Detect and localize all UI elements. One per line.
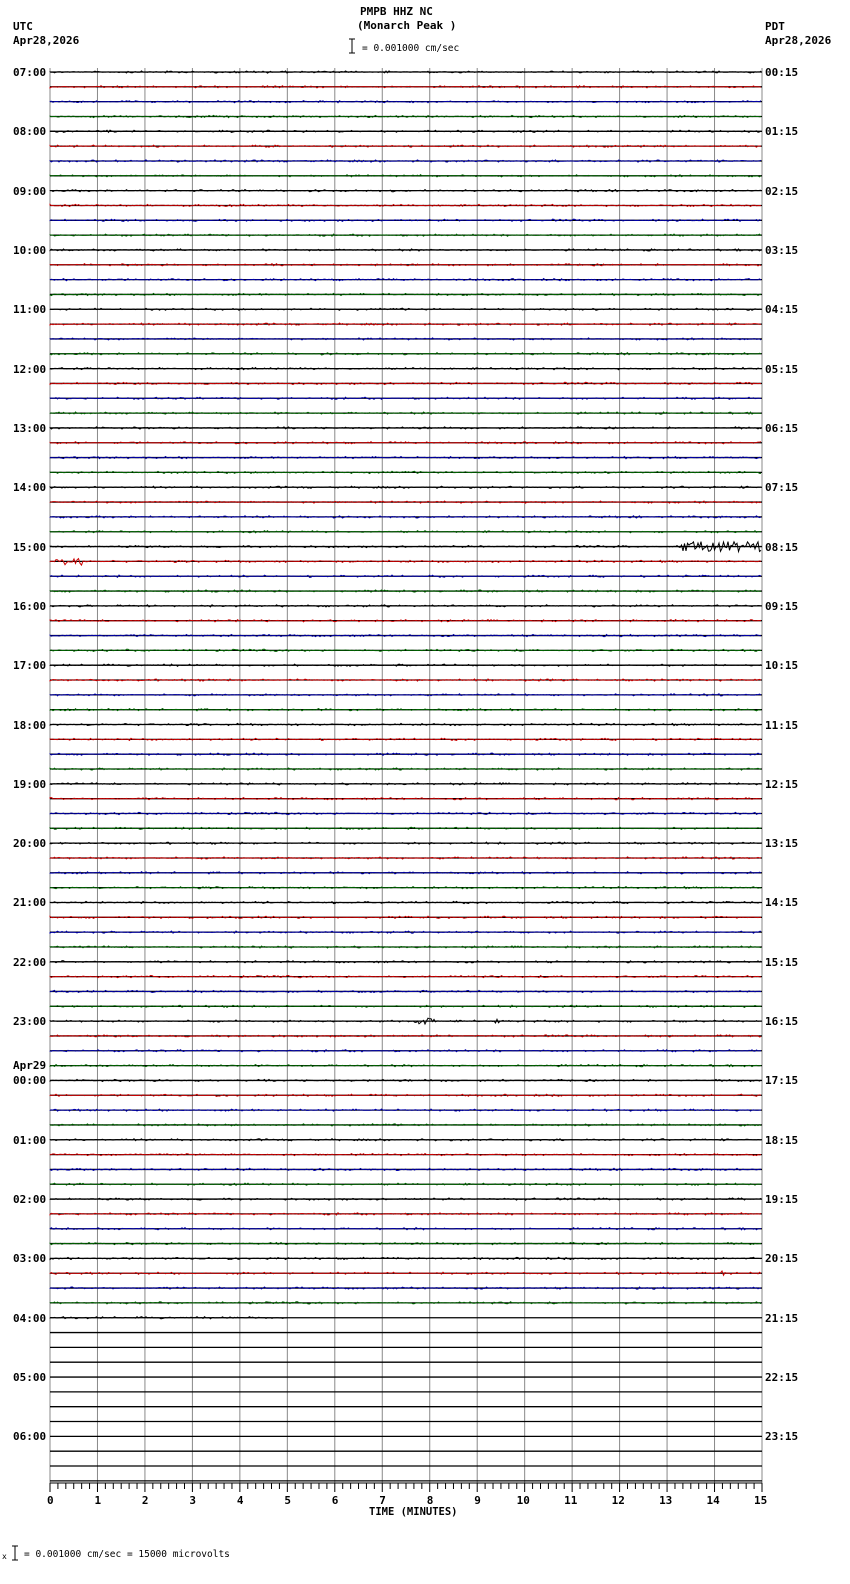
right-time-label: 07:15 (765, 481, 799, 495)
x-tick-label: 11 (564, 1494, 578, 1507)
x-tick-label: 10 (516, 1494, 530, 1507)
x-tick-label: 13 (659, 1494, 673, 1507)
left-timezone: UTC (13, 20, 33, 33)
right-time-label: 11:15 (765, 718, 799, 732)
left-time-label: 12:00 (13, 362, 47, 376)
footer-scale-bar-icon (11, 1545, 19, 1561)
right-time-label: 14:15 (765, 896, 799, 910)
right-time-label: 16:15 (765, 1015, 799, 1029)
left-time-label: 10:00 (13, 243, 47, 257)
trace-row (50, 901, 761, 903)
x-tick-label: 15 (754, 1494, 768, 1507)
right-time-label: 22:15 (765, 1371, 799, 1385)
left-time-label: 02:00 (13, 1193, 47, 1207)
left-date: Apr28,2026 (13, 34, 80, 47)
right-time-label: 04:15 (765, 303, 799, 317)
trace-row (50, 1257, 761, 1259)
left-time-label: 04:00 (13, 1311, 47, 1325)
right-time-label: 03:15 (765, 243, 799, 257)
trace-row (50, 664, 761, 666)
right-time-label: 15:15 (765, 955, 799, 969)
right-time-label: 09:15 (765, 599, 799, 613)
trace-row (50, 516, 761, 518)
x-tick-label: 9 (474, 1494, 481, 1507)
right-timezone: PDT (765, 20, 785, 33)
right-time-label: 20:15 (765, 1252, 799, 1266)
right-time-label: 08:15 (765, 540, 799, 554)
right-time-label: 12:15 (765, 777, 799, 791)
x-tick-label: 5 (284, 1494, 291, 1507)
x-tick-label: 8 (426, 1494, 434, 1507)
trace-row (50, 486, 761, 488)
x-tick-label: 12 (611, 1494, 625, 1507)
trace-row (50, 1317, 287, 1319)
left-time-label: 00:00 (13, 1074, 47, 1088)
right-time-label: 06:15 (765, 421, 799, 435)
left-time-label: 23:00 (13, 1015, 47, 1029)
x-tick-label: 6 (331, 1494, 339, 1507)
trace-row (50, 990, 761, 992)
trace-row (50, 1005, 761, 1007)
trace-row (50, 264, 761, 266)
right-time-label: 18:15 (765, 1133, 799, 1147)
x-tick-label: 7 (379, 1494, 386, 1507)
trace-row (50, 842, 761, 844)
left-time-label: 07:00 (13, 66, 47, 79)
station-title: PMPB HHZ NC (360, 5, 433, 18)
left-time-label: 05:00 (13, 1371, 47, 1385)
left-time-label: 19:00 (13, 777, 47, 791)
left-time-label: 09:00 (13, 184, 47, 198)
x-tick-label: 0 (47, 1494, 54, 1507)
right-date: Apr28,2026 (765, 34, 832, 47)
trace-row (50, 204, 761, 206)
right-time-label: 21:15 (765, 1311, 799, 1325)
right-time-label: 10:15 (765, 659, 799, 673)
trace-row (50, 427, 761, 429)
trace-row (50, 768, 761, 770)
right-time-label: 02:15 (765, 184, 799, 198)
footer-marker: x (2, 1552, 7, 1561)
x-tick-label: 1 (94, 1494, 102, 1507)
right-time-label: 13:15 (765, 837, 799, 851)
trace-row (50, 1018, 761, 1024)
x-tick-label: 3 (189, 1494, 197, 1507)
trace-row (50, 1302, 761, 1304)
left-time-label: 06:00 (13, 1430, 47, 1444)
right-time-label: 19:15 (765, 1193, 799, 1207)
right-time-label: 23:15 (765, 1430, 799, 1444)
left-time-label: 11:00 (13, 303, 47, 317)
trace-row (50, 1035, 761, 1037)
left-time-label: 22:00 (13, 955, 47, 969)
left-time-label: 16:00 (13, 599, 47, 613)
trace-row (50, 887, 761, 889)
left-date-label: Apr29 (13, 1059, 47, 1073)
left-time-label: 15:00 (13, 540, 47, 554)
trace-row (50, 71, 761, 73)
trace-row (50, 857, 761, 859)
trace-row (50, 279, 761, 281)
x-tick-label: 4 (236, 1494, 244, 1507)
left-time-label: 03:00 (13, 1252, 47, 1266)
trace-row (50, 872, 761, 874)
station-location: (Monarch Peak ) (357, 19, 457, 32)
trace-row (50, 575, 761, 577)
left-time-label: 13:00 (13, 421, 47, 435)
x-tick-label: 14 (706, 1494, 720, 1507)
trace-row (50, 1109, 761, 1111)
left-time-label: 08:00 (13, 125, 47, 139)
trace-row (50, 86, 761, 88)
trace-row (50, 101, 761, 103)
trace-row (50, 605, 761, 607)
trace-row (50, 753, 761, 755)
x-tick-label: 2 (141, 1494, 149, 1507)
trace-row (50, 115, 761, 117)
trace-row (50, 160, 761, 162)
right-time-label: 05:15 (765, 362, 799, 376)
right-time-label: 17:15 (765, 1074, 799, 1088)
left-time-label: 17:00 (13, 659, 47, 673)
trace-row (50, 694, 761, 696)
trace-row (50, 338, 761, 340)
right-time-label: 00:15 (765, 66, 799, 79)
x-axis-label: TIME (MINUTES) (369, 1506, 458, 1518)
trace-row (50, 1271, 761, 1275)
trace-row (50, 412, 761, 414)
left-time-label: 14:00 (13, 481, 47, 495)
footer-scale-note: = 0.001000 cm/sec = 15000 microvolts (24, 1549, 230, 1560)
left-time-label: 21:00 (13, 896, 47, 910)
trace-row (50, 1154, 761, 1156)
left-time-label: 01:00 (13, 1133, 47, 1147)
trace-row (50, 130, 761, 132)
left-time-label: 20:00 (13, 837, 47, 851)
trace-row (50, 1213, 761, 1215)
trace-row (50, 723, 761, 725)
trace-row (50, 501, 761, 503)
right-time-label: 01:15 (765, 125, 799, 139)
trace-row (50, 827, 761, 829)
trace-row (50, 1168, 761, 1170)
scale-label: = 0.001000 cm/sec (362, 43, 460, 54)
trace-row (50, 1094, 761, 1096)
left-time-label: 18:00 (13, 718, 47, 732)
